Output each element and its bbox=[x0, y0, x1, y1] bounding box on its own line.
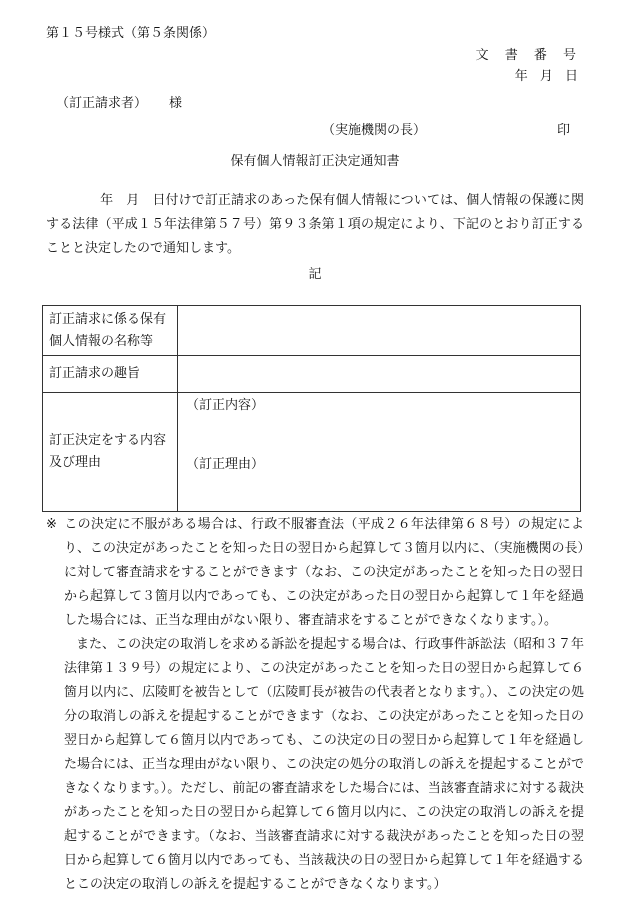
table-label-decision-content: 訂正決定をする内容及び理由 bbox=[43, 393, 178, 512]
table-row bbox=[43, 393, 581, 512]
table-row bbox=[43, 306, 581, 356]
requester-label: （訂正請求者） bbox=[56, 96, 148, 111]
table-value-decision-content bbox=[178, 393, 581, 512]
document-number-label: 文 書 番 号 bbox=[475, 48, 582, 63]
table-label-request-purpose: 訂正請求の趣旨 bbox=[43, 356, 178, 393]
note-mark: ※ bbox=[46, 517, 57, 532]
addressee bbox=[56, 94, 182, 114]
body-paragraph-text: 年 月 日付けで訂正請求のあった保有個人情報については、個人情報の保護に関する法律（平成１５年法律第５７号）第９３条第１項の規定により、下記のとおり訂正することと決定したので通知します。 bbox=[46, 193, 584, 256]
agency-head-label: （実施機関の長） bbox=[322, 123, 427, 138]
document-title: 保有個人情報訂正決定通知書 bbox=[230, 154, 400, 169]
correction-reason-label: （訂正理由） bbox=[186, 457, 265, 472]
detail-table bbox=[42, 305, 581, 512]
note-paragraph-1-text: この決定に不服がある場合は、行政不服審査法（平成２６年法律第６８号）の規定により、この決定があったことを知った日の翌日から起算して３箇月以内に、（実施機関の長）に対して審査請求をすることができます（なお、この決定があったことを知った日の翌日から起算して３箇月以内であっても、この決定があった日の翌日から起算して１年を経過した場合には、正当な理由がない限り、審査請求をすることができなくなります。）。 bbox=[64, 517, 584, 628]
table-value-request-purpose bbox=[178, 356, 581, 393]
honorific: 様 bbox=[169, 96, 183, 111]
note-paragraph-1 bbox=[46, 513, 584, 633]
table-value-info-name bbox=[178, 306, 581, 356]
ki-marker: 記 bbox=[308, 267, 322, 282]
table-label-info-name: 訂正請求に係る保有個人情報の名称等 bbox=[43, 306, 178, 356]
note-paragraph-2: また、この決定の取消しを求める訴訟を提起する場合は、行政事件訴訟法（昭和３７年法律第１３９号）の規定により、この決定があったことを知った日の翌日から起算して６箇月以内に、広陵町を被告として（広陵町長が被告の代表者となります。）、この決定の処分の取消しの訴えを提起することができます（なお、この決定があったことを知った日の翌日から起算して６箇月以内であっても、この決定の日の翌日から起算して１年を経過した場合には、正当な理由がない限り、この決定の処分の取消しの訴えを提起することができなくなります。）。ただし、前記の審査請求をした場合には、当該審査請求に対する裁決があったことを知った日の翌日から起算して６箇月以内に、この決定の取消しの訴えを提起することができます。（なお、当該審査請求に対する裁決があったことを知った日の翌日から起算して６箇月以内であっても、当該裁決の日の翌日から起算して１年を経過するとこの決定の取消しの訴えを提起することができなくなります。） bbox=[64, 637, 585, 892]
table-row bbox=[43, 356, 581, 393]
seal-mark: 印 bbox=[557, 123, 571, 138]
appeal-note bbox=[46, 513, 584, 897]
correction-content-label: （訂正内容） bbox=[186, 398, 265, 413]
body-paragraph bbox=[46, 189, 584, 261]
form-number: 第１５号様式（第５条関係） bbox=[46, 26, 216, 41]
date-label: 年 月 日 bbox=[514, 69, 582, 84]
